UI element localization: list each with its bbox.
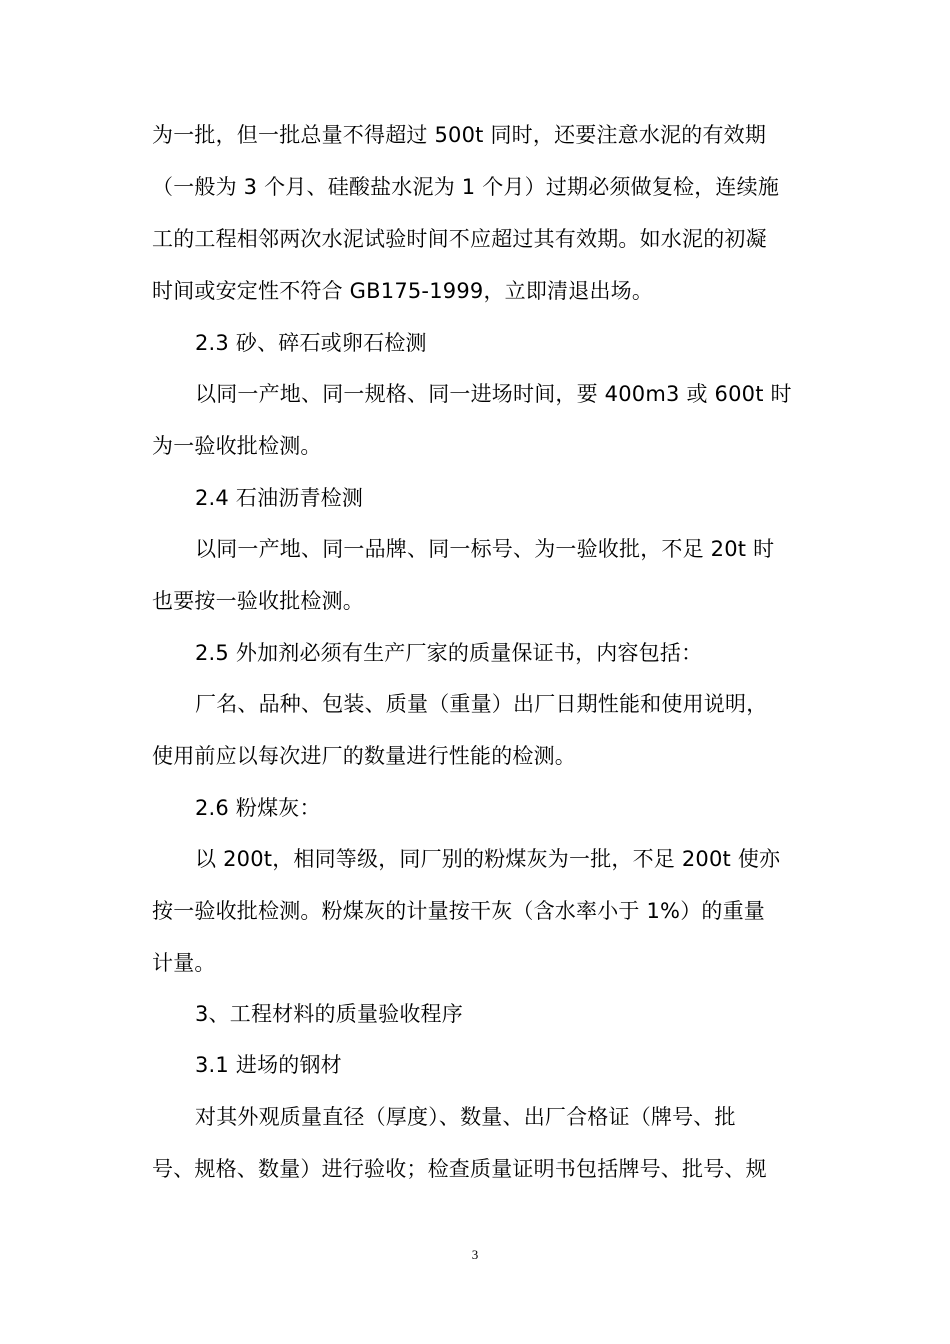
paragraph-line-13: 使用前应以每次进厂的数量进行性能的检测。 (152, 744, 576, 768)
section-heading-3-1: 3.1 进场的钢材 (195, 1053, 342, 1077)
paragraph-line-20: 对其外观质量直径（厚度）、数量、出厂合格证（牌号、批 (195, 1105, 736, 1129)
paragraph-line-3: 工的工程相邻两次水泥试验时间不应超过其有效期。如水泥的初凝 (152, 227, 767, 251)
paragraph-line-4: 时间或安定性不符合 GB175-1999，立即清退出场。 (152, 279, 654, 303)
paragraph-line-2: （一般为 3 个月、硅酸盐水泥为 1 个月）过期必须做复检，连续施 (152, 175, 780, 199)
paragraph-line-1: 为一批，但一批总量不得超过 500t 同时，还要注意水泥的有效期 (152, 123, 767, 147)
section-heading-3: 3、工程材料的质量验收程序 (195, 1002, 463, 1026)
paragraph-line-17: 计量。 (152, 951, 216, 975)
paragraph-line-16: 按一验收批检测。粉煤灰的计量按干灰（含水率小于 1%）的重量 (152, 899, 765, 923)
paragraph-line-7: 为一验收批检测。 (152, 434, 322, 458)
paragraph-line-15: 以 200t，相同等级，同厂别的粉煤灰为一批，不足 200t 使亦 (195, 847, 781, 871)
section-heading-2-4: 2.4 石油沥青检测 (195, 486, 364, 510)
paragraph-line-12: 厂名、品种、包装、质量（重量）出厂日期性能和使用说明， (195, 692, 768, 716)
section-heading-2-3: 2.3 砂、碎石或卵石检测 (195, 331, 427, 355)
paragraph-line-9: 以同一产地、同一品牌、同一标号、为一验收批，不足 20t 时 (195, 537, 775, 561)
section-heading-2-6: 2.6 粉煤灰： (195, 796, 321, 820)
paragraph-line-10: 也要按一验收批检测。 (152, 589, 364, 613)
page-number: 3 (471, 1247, 479, 1262)
paragraph-line-21: 号、规格、数量）进行验收；检查质量证明书包括牌号、批号、规 (152, 1157, 767, 1181)
paragraph-line-6: 以同一产地、同一规格、同一进场时间，要 400m3 或 600t 时 (195, 382, 792, 406)
section-heading-2-5: 2.5 外加剂必须有生产厂家的质量保证书，内容包括： (195, 641, 703, 665)
